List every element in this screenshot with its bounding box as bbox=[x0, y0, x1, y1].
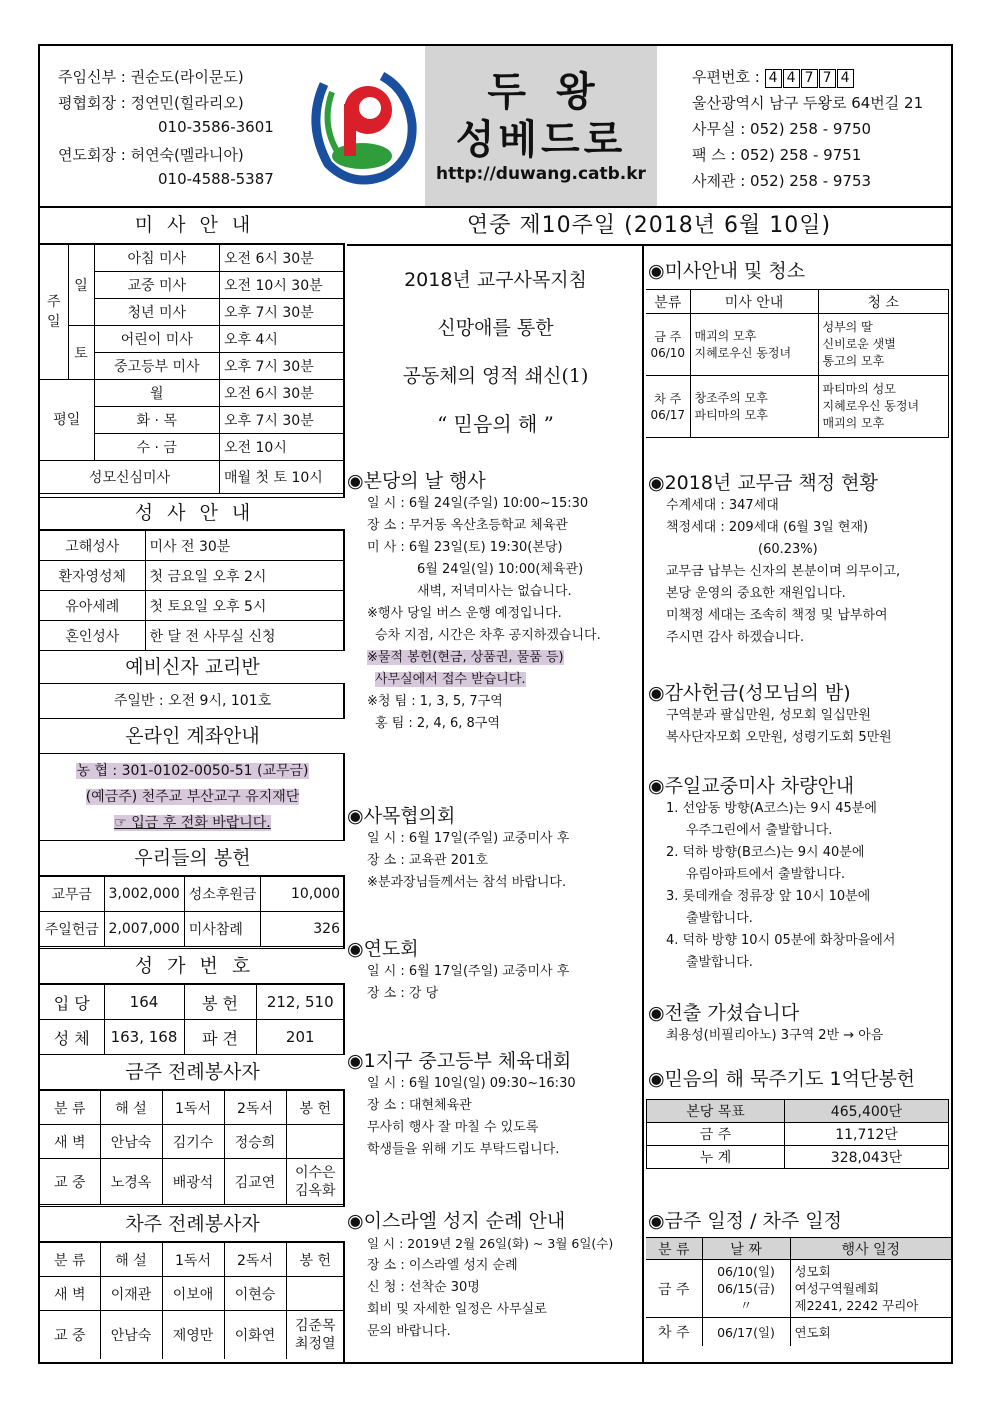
servers-header: 분 류 bbox=[40, 1091, 100, 1125]
schedule-date: 06/15(금) bbox=[717, 1281, 775, 1296]
zip-digit: 7 bbox=[801, 69, 818, 88]
yeondo-title: ◉연도회 bbox=[347, 938, 419, 960]
sacrament-value: 미사 전 30분 bbox=[145, 531, 345, 561]
schedule-date: 06/10(일) bbox=[717, 1264, 775, 1279]
parish-day-line: ※행사 당일 버스 운행 예정입니다. bbox=[367, 606, 562, 621]
zip-digit: 4 bbox=[765, 69, 782, 88]
council-name: 정연민(힐라리오) bbox=[130, 94, 244, 112]
cleaning-header: 미사 안내 bbox=[690, 290, 818, 314]
servers-cell: 제영만 bbox=[162, 1311, 224, 1359]
pastoral-line: 장 소 : 교육관 201호 bbox=[367, 853, 489, 868]
sports-line: 일 시 : 6월 10일(일) 09:30~16:30 bbox=[367, 1076, 576, 1091]
parish-day-line: ※물적 봉헌(현금, 상품권, 물품 등) bbox=[367, 650, 564, 665]
title-line2: 성베드로 bbox=[455, 116, 627, 163]
title-line1: 두왕 bbox=[487, 68, 625, 115]
mass-time: 오전 10시 30분 bbox=[220, 272, 345, 299]
servers-cell: 새 벽 bbox=[40, 1277, 100, 1311]
header-contact bbox=[657, 46, 951, 206]
servers-next-heading: 차주 전례봉사자 bbox=[40, 1206, 345, 1242]
vehicle-line: 유림아파트에서 출발합니다. bbox=[686, 867, 845, 882]
servers-cell: 김기수 bbox=[162, 1125, 224, 1159]
thanks-line: 복사단자모회 오만원, 성령기도회 5만원 bbox=[666, 730, 892, 745]
sports-line: 장 소 : 대현체육관 bbox=[367, 1098, 472, 1113]
online-heading: 온라인 계좌안내 bbox=[40, 718, 345, 754]
moved-section bbox=[646, 998, 951, 1047]
deposit-note: ☞ 입금 후 전화 바랍니다. bbox=[114, 815, 271, 831]
schedule-event: 성모회 bbox=[794, 1264, 831, 1279]
servers-cell: 안남숙 bbox=[100, 1125, 162, 1159]
dues-section bbox=[646, 468, 951, 649]
bulletin-page bbox=[38, 44, 953, 1364]
thanks-title: ◉감사헌금(성모님의 밤) bbox=[648, 682, 851, 704]
schedule-header: 행사 일정 bbox=[790, 1238, 951, 1260]
israel-line: 회비 및 자세한 일정은 사무실로 bbox=[367, 1302, 547, 1317]
offering-value: 326 bbox=[261, 912, 345, 947]
yeondo-line: 일 시 : 6월 17일(주일) 교중미사 후 bbox=[367, 964, 570, 979]
weekday-time: 오전 10시 bbox=[220, 434, 345, 461]
week-title: 연중 제10주일 (2018년 6월 10일) bbox=[347, 208, 951, 246]
servers-cell: 새 벽 bbox=[40, 1125, 100, 1159]
servers-header: 1독서 bbox=[162, 1243, 224, 1277]
sacrament-name: 유아세례 bbox=[40, 591, 145, 621]
servers-this-table bbox=[40, 1090, 345, 1205]
mass-time: 오전 6시 30분 bbox=[220, 245, 345, 272]
schedule-header: 날 짜 bbox=[702, 1238, 790, 1260]
mass-name: 아침 미사 bbox=[94, 245, 220, 272]
weekday-label: 평일 bbox=[40, 380, 94, 461]
offering-label: 미사참례 bbox=[184, 912, 261, 947]
hymn-number: 212, 510 bbox=[256, 985, 345, 1020]
parish-logo-icon bbox=[302, 64, 420, 192]
sacrament-name: 환자영성체 bbox=[40, 561, 145, 591]
guideline-line3: 공동체의 영적 쇄신(1) bbox=[402, 365, 589, 387]
moved-line: 최용성(비필리아노) 3구역 2반 → 아음 bbox=[666, 1028, 884, 1043]
cleaning-section bbox=[646, 256, 951, 438]
sacrament-value: 첫 토요일 오후 5시 bbox=[145, 591, 345, 621]
sports-line: 학생들을 위해 기도 부탁드립니다. bbox=[367, 1142, 560, 1157]
mass-time: 오후 7시 30분 bbox=[220, 353, 345, 380]
parish-day-line: 승차 지점, 시간은 차후 공지하겠습니다. bbox=[375, 628, 601, 643]
israel-section bbox=[347, 1206, 644, 1343]
pastoral-section bbox=[347, 801, 644, 894]
hymn-label: 입 당 bbox=[40, 985, 104, 1020]
rectory-phone: 사제관 : 052) 258 - 9753 bbox=[692, 172, 872, 190]
cleaning-week-date: 06/10 bbox=[650, 345, 686, 360]
pastoral-line: 일 시 : 6월 17일(주일) 교중미사 후 bbox=[367, 831, 570, 846]
servers-cell: 이현승 bbox=[224, 1277, 286, 1311]
servers-header: 분 류 bbox=[40, 1243, 100, 1277]
vehicle-line: 4. 덕하 방향 10시 05분에 화창마을에서 bbox=[666, 933, 896, 948]
zip-digit: 4 bbox=[837, 69, 854, 88]
rosary-section bbox=[646, 1064, 951, 1169]
left-column bbox=[40, 208, 345, 1364]
servers-cell: 이재관 bbox=[100, 1277, 162, 1311]
schedule-title: ◉금주 일정 / 차주 일정 bbox=[648, 1210, 842, 1232]
guideline bbox=[347, 256, 644, 448]
sacrament-value: 첫 금요일 오후 2시 bbox=[145, 561, 345, 591]
legion-label: 연도회장 : bbox=[58, 146, 126, 164]
servers-cell: 김준목 최정열 bbox=[286, 1311, 345, 1359]
fax-number: 팩 스 : 052) 258 - 9751 bbox=[692, 146, 862, 164]
dues-line: 주시면 감사 하겠습니다. bbox=[666, 630, 804, 645]
vehicle-line: 출발합니다. bbox=[686, 911, 753, 926]
cleaning-table bbox=[646, 289, 949, 438]
hymn-label: 봉 헌 bbox=[184, 985, 256, 1020]
schedule-header: 분 류 bbox=[646, 1238, 702, 1260]
offering-label: 성소후원금 bbox=[184, 877, 261, 912]
sunday-il-label: 일 bbox=[68, 245, 94, 326]
weekday-time: 오전 6시 30분 bbox=[220, 380, 345, 407]
cleaning-group: 지혜로우신 동정녀 bbox=[822, 399, 920, 413]
cleaning-week-label: 차 주 bbox=[654, 391, 682, 406]
weekday-name: 화 · 목 bbox=[94, 407, 220, 434]
parish-day-line: 일 시 : 6월 24일(주일) 10:00~15:30 bbox=[367, 496, 589, 511]
servers-cell: 노경옥 bbox=[100, 1159, 162, 1205]
header-staff bbox=[40, 46, 425, 206]
header bbox=[40, 46, 951, 208]
sacrament-table bbox=[40, 530, 345, 651]
cleaning-mass: 지혜로우신 동정녀 bbox=[694, 345, 792, 360]
offering-label: 주일헌금 bbox=[40, 912, 104, 947]
hymn-number: 201 bbox=[256, 1020, 345, 1055]
servers-cell: 안남숙 bbox=[100, 1311, 162, 1359]
servers-header: 2독서 bbox=[224, 1243, 286, 1277]
offering-value: 10,000 bbox=[261, 877, 345, 912]
israel-line: 문의 바랍니다. bbox=[367, 1324, 451, 1339]
vehicle-line: 1. 선암동 방향(A코스)는 9시 45분에 bbox=[666, 801, 877, 816]
servers-header: 2독서 bbox=[224, 1091, 286, 1125]
address: 울산광역시 남구 두왕로 64번길 21 bbox=[692, 94, 924, 112]
hymn-table bbox=[40, 984, 345, 1055]
servers-cell: 이수은 김옥화 bbox=[286, 1159, 345, 1205]
israel-line: 일 시 : 2019년 2월 26일(화) ~ 3월 6일(수) bbox=[367, 1236, 614, 1251]
council-label: 평협회장 : bbox=[58, 94, 126, 112]
dues-line: 교무금 납부는 신자의 본분이며 의무이고, bbox=[666, 564, 901, 579]
account-holder: (예금주) 천주교 부산교구 유지재단 bbox=[85, 789, 300, 805]
israel-title: ◉이스라엘 성지 순례 안내 bbox=[347, 1210, 566, 1232]
parish-day-section bbox=[347, 466, 644, 735]
rosary-value: 465,400단 bbox=[785, 1100, 949, 1123]
schedule-event: 제2241, 2242 꾸리아 bbox=[794, 1298, 919, 1313]
guideline-line2: 신망애를 통한 bbox=[437, 317, 554, 339]
schedule-next-label: 차 주 bbox=[646, 1318, 702, 1346]
rosary-label: 금 주 bbox=[647, 1123, 785, 1146]
parish-day-line: 미 사 : 6월 23일(토) 19:30(본당) bbox=[367, 540, 563, 555]
servers-header: 봉 헌 bbox=[286, 1091, 345, 1125]
servers-cell bbox=[286, 1125, 345, 1159]
rosary-label: 누 계 bbox=[647, 1146, 785, 1169]
cleaning-group: 매괴의 모후 bbox=[822, 416, 885, 430]
sacrament-value: 한 달 전 사무실 신청 bbox=[145, 621, 345, 651]
servers-cell: 이화연 bbox=[224, 1311, 286, 1359]
servers-header: 봉 헌 bbox=[286, 1243, 345, 1277]
sacrament-heading: 성사안내 bbox=[40, 497, 345, 530]
schedule-date: 〃 bbox=[739, 1298, 753, 1313]
zip-digit: 7 bbox=[819, 69, 836, 88]
servers-cell: 교 중 bbox=[40, 1159, 100, 1205]
bank-account: 농 협 : 301-0102-0050-51 (교무금) bbox=[76, 763, 309, 779]
priest-label: 주임신부 : bbox=[58, 68, 126, 86]
hymn-label: 파 견 bbox=[184, 1020, 256, 1055]
sports-title: ◉1지구 중고등부 체육대회 bbox=[347, 1050, 572, 1072]
online-account bbox=[40, 758, 345, 836]
legion-phone: 010-4588-5387 bbox=[158, 170, 274, 188]
parish-day-line: 새벽, 저녁미사는 없습니다. bbox=[417, 584, 572, 599]
parish-day-line: ※청 팀 : 1, 3, 5, 7구역 bbox=[367, 694, 503, 709]
hymn-label: 성 체 bbox=[40, 1020, 104, 1055]
vehicle-title: ◉주일교중미사 차량안내 bbox=[648, 775, 855, 797]
rosary-value: 328,043단 bbox=[785, 1146, 949, 1169]
servers-cell: 배광석 bbox=[162, 1159, 224, 1205]
vehicle-line: 2. 덕하 방향(B코스)는 9시 40분에 bbox=[666, 845, 865, 860]
schedule-table bbox=[646, 1237, 951, 1346]
parish-day-line: 6월 24일(일) 10:00(체육관) bbox=[417, 562, 584, 577]
middle-column bbox=[347, 246, 644, 1364]
yeondo-line: 장 소 : 강 당 bbox=[367, 986, 439, 1001]
catechumen-heading: 예비신자 교리반 bbox=[40, 650, 345, 684]
servers-cell: 정승희 bbox=[224, 1125, 286, 1159]
hymn-number: 164 bbox=[104, 985, 184, 1020]
catechumen-text: 주일반 : 오전 9시, 101호 bbox=[113, 693, 272, 709]
offering-value: 3,002,000 bbox=[104, 877, 184, 912]
priest-name: 권순도(라이문도) bbox=[130, 68, 244, 86]
schedule-event: 여성구역월례회 bbox=[794, 1281, 880, 1296]
council-phone: 010-3586-3601 bbox=[158, 118, 274, 136]
mass-name: 중고등부 미사 bbox=[94, 353, 220, 380]
mass-table bbox=[40, 244, 345, 494]
rosary-title: ◉믿음의 해 묵주기도 1억단봉헌 bbox=[648, 1068, 916, 1090]
dues-line: 미책정 세대는 조속히 책정 및 납부하여 bbox=[666, 608, 888, 623]
hymn-heading: 성가번호 bbox=[40, 948, 345, 984]
mass-time: 오후 4시 bbox=[220, 326, 345, 353]
weekday-time: 오후 7시 30분 bbox=[220, 407, 345, 434]
rosary-table bbox=[646, 1099, 949, 1169]
servers-header: 해 설 bbox=[100, 1091, 162, 1125]
zip-label: 우편번호 : bbox=[692, 68, 760, 86]
servers-cell bbox=[286, 1277, 345, 1311]
title-box bbox=[425, 46, 657, 206]
sacrament-name: 고해성사 bbox=[40, 531, 145, 561]
servers-next-table bbox=[40, 1242, 345, 1359]
schedule-event: 연도회 bbox=[790, 1318, 951, 1346]
mass-heading: 미사안내 bbox=[40, 208, 345, 244]
offering-value: 2,007,000 bbox=[104, 912, 184, 947]
sacrament-name: 혼인성사 bbox=[40, 621, 145, 651]
vehicle-line: 출발합니다. bbox=[686, 955, 753, 970]
servers-cell: 김교연 bbox=[224, 1159, 286, 1205]
mass-name: 청년 미사 bbox=[94, 299, 220, 326]
legion-name: 허연숙(멜라니아) bbox=[130, 146, 244, 164]
hymn-number: 163, 168 bbox=[104, 1020, 184, 1055]
yeondo-section bbox=[347, 934, 644, 1005]
servers-this-heading: 금주 전례봉사자 bbox=[40, 1054, 345, 1090]
israel-line: 신 청 : 선착순 30명 bbox=[367, 1280, 480, 1295]
cleaning-title: ◉미사안내 및 청소 bbox=[648, 260, 806, 282]
cleaning-group: 성부의 딸 bbox=[822, 320, 873, 334]
sunday-label: 주일 bbox=[40, 245, 68, 380]
sports-section bbox=[347, 1046, 644, 1161]
guideline-line1: 2018년 교구사목지침 bbox=[404, 269, 587, 291]
offering-label: 교무금 bbox=[40, 877, 104, 912]
schedule-this-label: 금 주 bbox=[646, 1260, 702, 1318]
guideline-line4: “ 믿음의 해 ” bbox=[437, 412, 554, 436]
weekday-name: 수 · 금 bbox=[94, 434, 220, 461]
schedule-section bbox=[646, 1206, 951, 1346]
offering-table bbox=[40, 876, 345, 947]
servers-header: 해 설 bbox=[100, 1243, 162, 1277]
cleaning-header: 분류 bbox=[646, 290, 690, 314]
cleaning-mass: 매괴의 모후 bbox=[694, 328, 757, 343]
dues-line: (60.23%) bbox=[758, 542, 818, 557]
cleaning-group: 파티마의 성모 bbox=[822, 382, 896, 396]
mass-name: 교중 미사 bbox=[94, 272, 220, 299]
cleaning-mass: 창조주의 모후 bbox=[694, 390, 768, 405]
office-phone: 사무실 : 052) 258 - 9750 bbox=[692, 120, 872, 138]
moved-title: ◉전출 가셨습니다 bbox=[648, 1002, 800, 1024]
cleaning-mass: 파티마의 모후 bbox=[694, 407, 768, 422]
mass-name: 어린이 미사 bbox=[94, 326, 220, 353]
sports-line: 무사히 행사 잘 마칠 수 있도록 bbox=[367, 1120, 539, 1135]
cleaning-week-date: 06/17 bbox=[650, 407, 686, 422]
zip-digit: 4 bbox=[783, 69, 800, 88]
pastoral-title: ◉사목협의회 bbox=[347, 805, 456, 827]
cleaning-group: 통고의 모후 bbox=[822, 354, 885, 368]
dues-line: 본당 운영의 중요한 재원입니다. bbox=[666, 586, 846, 601]
parish-day-line: 장 소 : 무거동 옥산초등학교 체육관 bbox=[367, 518, 568, 533]
vehicle-line: 우주그린에서 출발합니다. bbox=[686, 823, 833, 838]
israel-line: 장 소 : 이스라엘 성지 순례 bbox=[367, 1258, 518, 1273]
saturday-label: 토 bbox=[68, 326, 94, 380]
rosary-value: 11,712단 bbox=[785, 1123, 949, 1146]
parish-day-line: 사무실에서 접수 받습니다. bbox=[375, 672, 526, 687]
vehicle-line: 3. 롯데캐슬 정류장 앞 10시 10분에 bbox=[666, 889, 871, 904]
thanks-section bbox=[646, 678, 951, 749]
dues-line: 수계세대 : 347세대 bbox=[666, 498, 779, 513]
parish-day-line: 홍 팀 : 2, 4, 6, 8구역 bbox=[375, 716, 500, 731]
parish-day-title: ◉본당의 날 행사 bbox=[347, 470, 486, 492]
thanks-line: 구역분과 팔십만원, 성모회 일십만원 bbox=[666, 708, 871, 723]
dues-title: ◉2018년 교무금 책정 현황 bbox=[648, 472, 878, 494]
weekday-name: 월 bbox=[94, 380, 220, 407]
cleaning-header: 청 소 bbox=[818, 290, 949, 314]
special-mass-time: 매월 첫 토 10시 bbox=[220, 461, 345, 494]
website-url[interactable]: http://duwang.catb.kr bbox=[436, 164, 646, 184]
servers-cell: 교 중 bbox=[40, 1311, 100, 1359]
rosary-label: 본당 목표 bbox=[647, 1100, 785, 1123]
offering-heading: 우리들의 봉헌 bbox=[40, 840, 345, 876]
right-column bbox=[646, 246, 951, 1364]
mass-time: 오후 7시 30분 bbox=[220, 299, 345, 326]
vehicle-section bbox=[646, 771, 951, 974]
cleaning-week-label: 금 주 bbox=[654, 329, 682, 344]
pastoral-line: ※분과장님들께서는 참석 바랍니다. bbox=[367, 875, 567, 890]
schedule-date: 06/17(일) bbox=[702, 1318, 790, 1346]
dues-line: 책정세대 : 209세대 (6월 3일 현재) bbox=[666, 520, 869, 535]
servers-cell: 이보애 bbox=[162, 1277, 224, 1311]
servers-header: 1독서 bbox=[162, 1091, 224, 1125]
special-mass-name: 성모신심미사 bbox=[40, 461, 220, 494]
cleaning-group: 신비로운 샛별 bbox=[822, 337, 896, 351]
